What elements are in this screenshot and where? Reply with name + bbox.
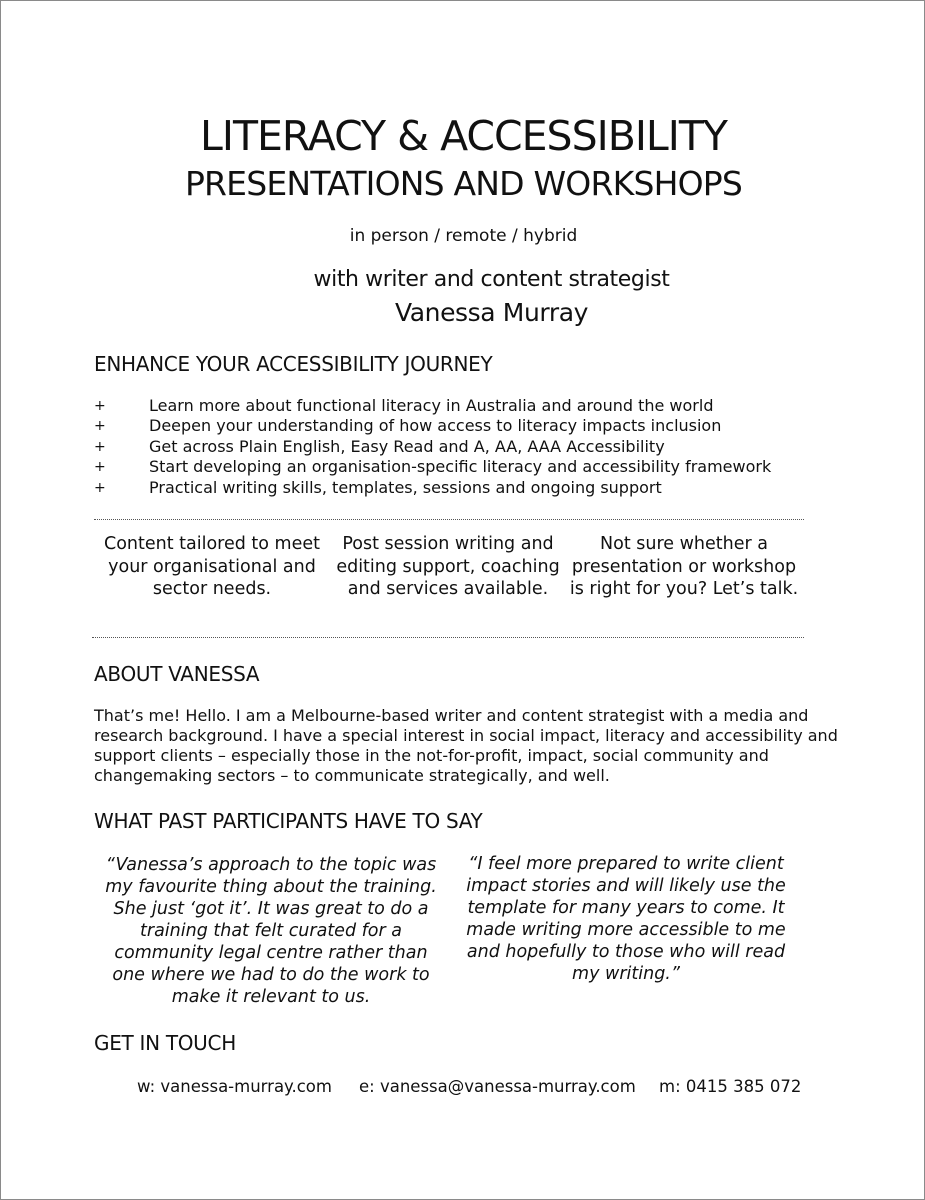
list-item [94,396,854,416]
delivery-modes: in person / remote / hybrid [349,226,578,246]
list-item [94,416,854,436]
journey-heading: ENHANCE YOUR ACCESSIBILITY JOURNEY [94,352,493,376]
presenter-intro: with writer and content strategist [313,267,670,292]
list-item-text: Learn more about functional literacy in Australia and around the world [149,396,714,415]
plus-bullet: + [94,418,106,435]
testimonial-quote-1: “Vanessa’s approach to the topic was my favourite thing about the training. She just ‘got it’. It was great to do a training that felt curated for a community legal centre rather than one where we had to do the work to make it relevant to us. [105,855,437,1007]
list-item [94,437,854,457]
list-item-text: Deepen your understanding of how access to literacy impacts inclusion [149,416,722,436]
title-line-1: LITERACY & ACCESSIBILITY [200,112,727,160]
list-item [94,457,854,477]
list-item [94,478,854,498]
benefits-list [94,396,854,498]
feature-tailored-content: Content tailored to meet your organisational and sector needs. [104,534,320,599]
divider-top [94,519,804,520]
feature-lets-talk: Not sure whether a presentation or workshop is right for you? Let’s talk. [569,534,799,599]
divider-bottom [92,637,804,638]
plus-bullet: + [94,398,106,414]
title-line-2: PRESENTATIONS AND WORKSHOPS [184,164,743,203]
testimonials-heading: WHAT PAST PARTICIPANTS HAVE TO SAY [94,809,483,833]
feature-post-session-support: Post session writing and editing support, coaching and services available. [336,534,560,599]
plus-bullet: + [94,459,106,476]
list-item-text: Start developing an organisation-specific literacy and accessibility framework [149,457,772,477]
plus-bullet: + [94,438,106,455]
about-paragraph: That’s me! Hello. I am a Melbourne-based writer and content strategist with a media and research background. I have a special interest in social impact, literacy and accessibility and support clients – especially those in the not-for-profit, impact, social community and changemaking sectors – to communicate strategically, and well. [94,706,838,785]
contact-email[interactable]: e: vanessa@vanessa-murray.com [359,1077,636,1096]
about-heading: ABOUT VANESSA [94,662,260,686]
contact-heading: GET IN TOUCH [94,1031,236,1055]
testimonial-quote-2: “I feel more prepared to write client impact stories and will likely use the template for many years to come. It made writing more accessible to me and hopefully to those who will read my writing.” [466,854,786,984]
plus-bullet: + [94,479,106,496]
feature-columns [94,533,804,601]
contact-website[interactable]: w: vanessa-murray.com [137,1077,332,1096]
presenter-name: Vanessa Murray [394,298,589,327]
contact-mobile[interactable]: m: 0415 385 072 [659,1077,802,1096]
list-item-text: Practical writing skills, templates, sessions and ongoing support [149,477,662,497]
list-item-text: Get across Plain English, Easy Read and A, AA, AAA Accessibility [149,436,665,456]
